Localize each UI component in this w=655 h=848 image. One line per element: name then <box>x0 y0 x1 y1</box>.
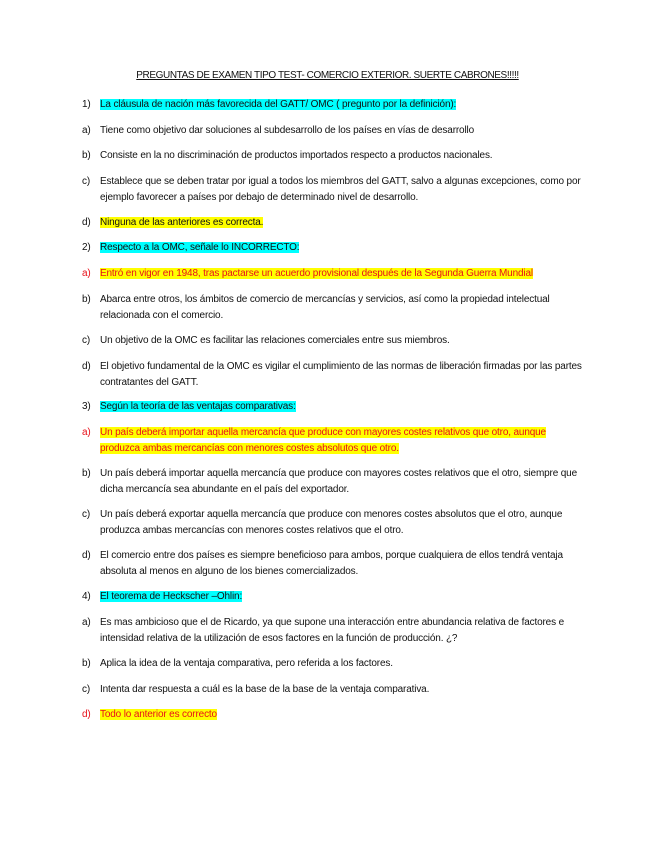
option-letter: a) <box>82 427 91 438</box>
option-text: Abarca entre otros, los ámbitos de comercio de mercancías y servicios, así como la propiedad intelectual relacionada con el comercio. <box>100 294 550 321</box>
option-letter: c) <box>82 335 91 346</box>
option-2d <box>82 359 582 391</box>
option-1b <box>82 148 582 164</box>
option-letter: d) <box>82 709 91 720</box>
option-text-answer: Todo lo anterior es correcto <box>100 709 217 720</box>
question-4 <box>82 589 582 605</box>
option-text-answer: Ninguna de las anteriores es correcta. <box>100 217 264 228</box>
option-text-answer: Un país deberá importar aquella mercancía que produce con mayores costes relativos que otro, aunque produzca ambas mercancías con menores costes absolutos que otro. <box>100 427 546 454</box>
option-letter: a) <box>82 617 91 628</box>
option-letter: a) <box>82 268 91 279</box>
option-text: Consiste en la no discriminación de productos importados respecto a productos nacionales. <box>100 150 493 161</box>
option-letter: b) <box>82 294 91 305</box>
option-text: Tiene como objetivo dar soluciones al subdesarrollo de los países en vías de desarrollo <box>100 125 475 136</box>
option-1c <box>82 174 582 206</box>
option-text: Establece que se deben tratar por igual a todos los miembros del GATT, salvo a algunas excepciones, como por ejemplo favorecer a países por debajo de determinado nivel de desarrollo. <box>100 176 581 203</box>
option-4c <box>82 682 582 698</box>
option-text: El objetivo fundamental de la OMC es vigilar el cumplimiento de las normas de liberación firmadas por las partes contratantes del GATT. <box>100 361 582 388</box>
option-3b <box>82 466 582 498</box>
option-3a <box>82 425 582 457</box>
question-text: Según la teoría de las ventajas comparativas: <box>100 401 296 412</box>
option-2a <box>82 266 582 282</box>
question-number: 1) <box>82 99 91 110</box>
question-1 <box>82 97 582 113</box>
option-text: Intenta dar respuesta a cuál es la base de la base de la ventaja comparativa. <box>100 684 430 695</box>
option-4b <box>82 656 582 672</box>
option-text: Un país deberá importar aquella mercancía que produce con mayores costes relativos que el otro, siempre que dicha mercancía sea abundante en el país del exportador. <box>100 468 577 495</box>
option-1d <box>82 215 582 231</box>
option-text: Un país deberá exportar aquella mercancía que produce con menores costes absolutos que el otro, aunque produzca ambas mercancías con menores costes relativos que el otro. <box>100 509 563 536</box>
question-number: 3) <box>82 401 91 412</box>
question-text: Respecto a la OMC, señale lo INCORRECTO: <box>100 242 300 253</box>
option-text-answer: Entró en vigor en 1948, tras pactarse un acuerdo provisional después de la Segunda Guerra Mundial <box>100 268 533 279</box>
question-number: 2) <box>82 242 91 253</box>
option-letter: c) <box>82 684 91 695</box>
question-number: 4) <box>82 591 91 602</box>
option-2c <box>82 333 582 349</box>
option-letter: b) <box>82 150 91 161</box>
option-text: Aplica la idea de la ventaja comparativa, pero referida a los factores. <box>100 658 393 669</box>
option-letter: c) <box>82 176 91 187</box>
document-title: PREGUNTAS DE EXAMEN TIPO TEST- COMERCIO EXTERIOR. SUERTE CABRONES!!!!! <box>136 70 519 81</box>
option-text: El comercio entre dos países es siempre beneficioso para ambos, porque cualquiera de ellos tendrá ventaja absoluta al menos en alguno de los bienes comercializados. <box>100 550 563 577</box>
option-1a <box>82 123 582 139</box>
option-text: Es mas ambicioso que el de Ricardo, ya que supone una interacción entre abundancia relativa de factores e intensidad relativa de la utilización de esos factores en la función de producción. ¿? <box>100 617 564 644</box>
option-3d <box>82 548 582 580</box>
option-text: Un objetivo de la OMC es facilitar las relaciones comerciales entre sus miembros. <box>100 335 450 346</box>
option-3c <box>82 507 582 539</box>
question-3 <box>82 399 582 415</box>
option-letter: b) <box>82 468 91 479</box>
option-letter: b) <box>82 658 91 669</box>
option-4a <box>82 615 582 647</box>
question-text: El teorema de Heckscher –Ohlin: <box>100 591 243 602</box>
option-2b <box>82 292 582 324</box>
question-2 <box>82 240 582 256</box>
option-letter: d) <box>82 217 91 228</box>
option-letter: d) <box>82 550 91 561</box>
option-letter: c) <box>82 509 91 520</box>
option-4d <box>82 707 582 723</box>
question-text: La cláusula de nación más favorecida del GATT/ OMC ( pregunto por la definición): <box>100 99 457 110</box>
option-letter: d) <box>82 361 91 372</box>
option-letter: a) <box>82 125 91 136</box>
